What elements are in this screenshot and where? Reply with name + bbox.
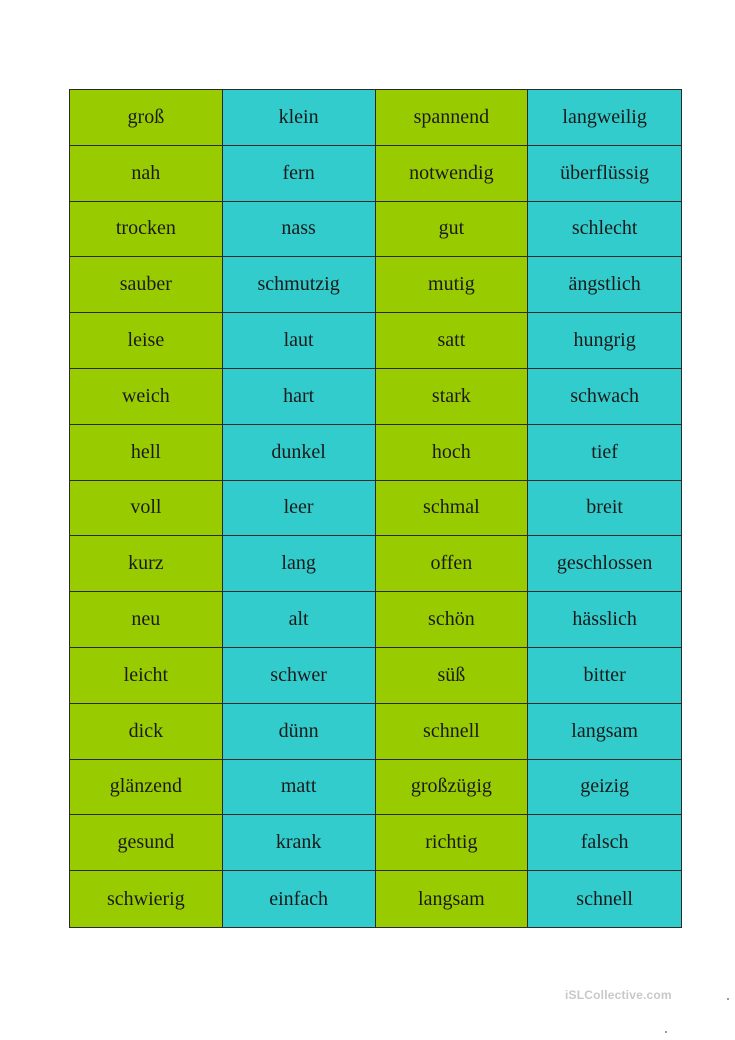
word-cell: hässlich: [528, 592, 681, 648]
word-cell: überflüssig: [528, 146, 681, 202]
word-cell: dunkel: [223, 425, 376, 481]
word-cell: schwierig: [70, 871, 223, 927]
word-cell: gesund: [70, 815, 223, 871]
word-cell: schmutzig: [223, 257, 376, 313]
word-cell: schön: [376, 592, 529, 648]
word-cell: offen: [376, 536, 529, 592]
word-cell: trocken: [70, 202, 223, 258]
word-cell: spannend: [376, 90, 529, 146]
dot-mark: [727, 998, 729, 1000]
word-cell: hell: [70, 425, 223, 481]
word-cell: schlecht: [528, 202, 681, 258]
word-cell: dick: [70, 704, 223, 760]
word-cell: dünn: [223, 704, 376, 760]
word-cell: hart: [223, 369, 376, 425]
word-cell: falsch: [528, 815, 681, 871]
word-cell: schnell: [376, 704, 529, 760]
word-cell: richtig: [376, 815, 529, 871]
watermark: iSLCollective.com: [565, 988, 672, 1002]
word-cell: lang: [223, 536, 376, 592]
word-cell: schwer: [223, 648, 376, 704]
word-cell: hoch: [376, 425, 529, 481]
word-cell: leicht: [70, 648, 223, 704]
word-cell: süß: [376, 648, 529, 704]
word-cell: ängstlich: [528, 257, 681, 313]
word-cell: mutig: [376, 257, 529, 313]
word-cell: satt: [376, 313, 529, 369]
word-cell: hungrig: [528, 313, 681, 369]
word-cell: langsam: [376, 871, 529, 927]
word-cell: langsam: [528, 704, 681, 760]
word-cell: laut: [223, 313, 376, 369]
word-cell: nass: [223, 202, 376, 258]
dot-mark: [665, 1031, 667, 1033]
word-cell: kurz: [70, 536, 223, 592]
word-cell: geschlossen: [528, 536, 681, 592]
word-cell: nah: [70, 146, 223, 202]
word-cell: weich: [70, 369, 223, 425]
word-cell: alt: [223, 592, 376, 648]
word-cell: voll: [70, 481, 223, 537]
word-cell: groß: [70, 90, 223, 146]
word-card-table: [69, 89, 682, 928]
word-cell: neu: [70, 592, 223, 648]
word-cell: stark: [376, 369, 529, 425]
word-cell: matt: [223, 760, 376, 816]
word-cell: sauber: [70, 257, 223, 313]
word-cell: großzügig: [376, 760, 529, 816]
word-cell: fern: [223, 146, 376, 202]
word-cell: langweilig: [528, 90, 681, 146]
word-cell: leer: [223, 481, 376, 537]
word-cell: krank: [223, 815, 376, 871]
word-cell: klein: [223, 90, 376, 146]
word-cell: gut: [376, 202, 529, 258]
word-cell: schmal: [376, 481, 529, 537]
word-cell: leise: [70, 313, 223, 369]
word-cell: glänzend: [70, 760, 223, 816]
word-cell: einfach: [223, 871, 376, 927]
word-cell: geizig: [528, 760, 681, 816]
word-cell: schnell: [528, 871, 681, 927]
word-cell: bitter: [528, 648, 681, 704]
word-cell: notwendig: [376, 146, 529, 202]
word-cell: tief: [528, 425, 681, 481]
word-cell: breit: [528, 481, 681, 537]
word-cell: schwach: [528, 369, 681, 425]
